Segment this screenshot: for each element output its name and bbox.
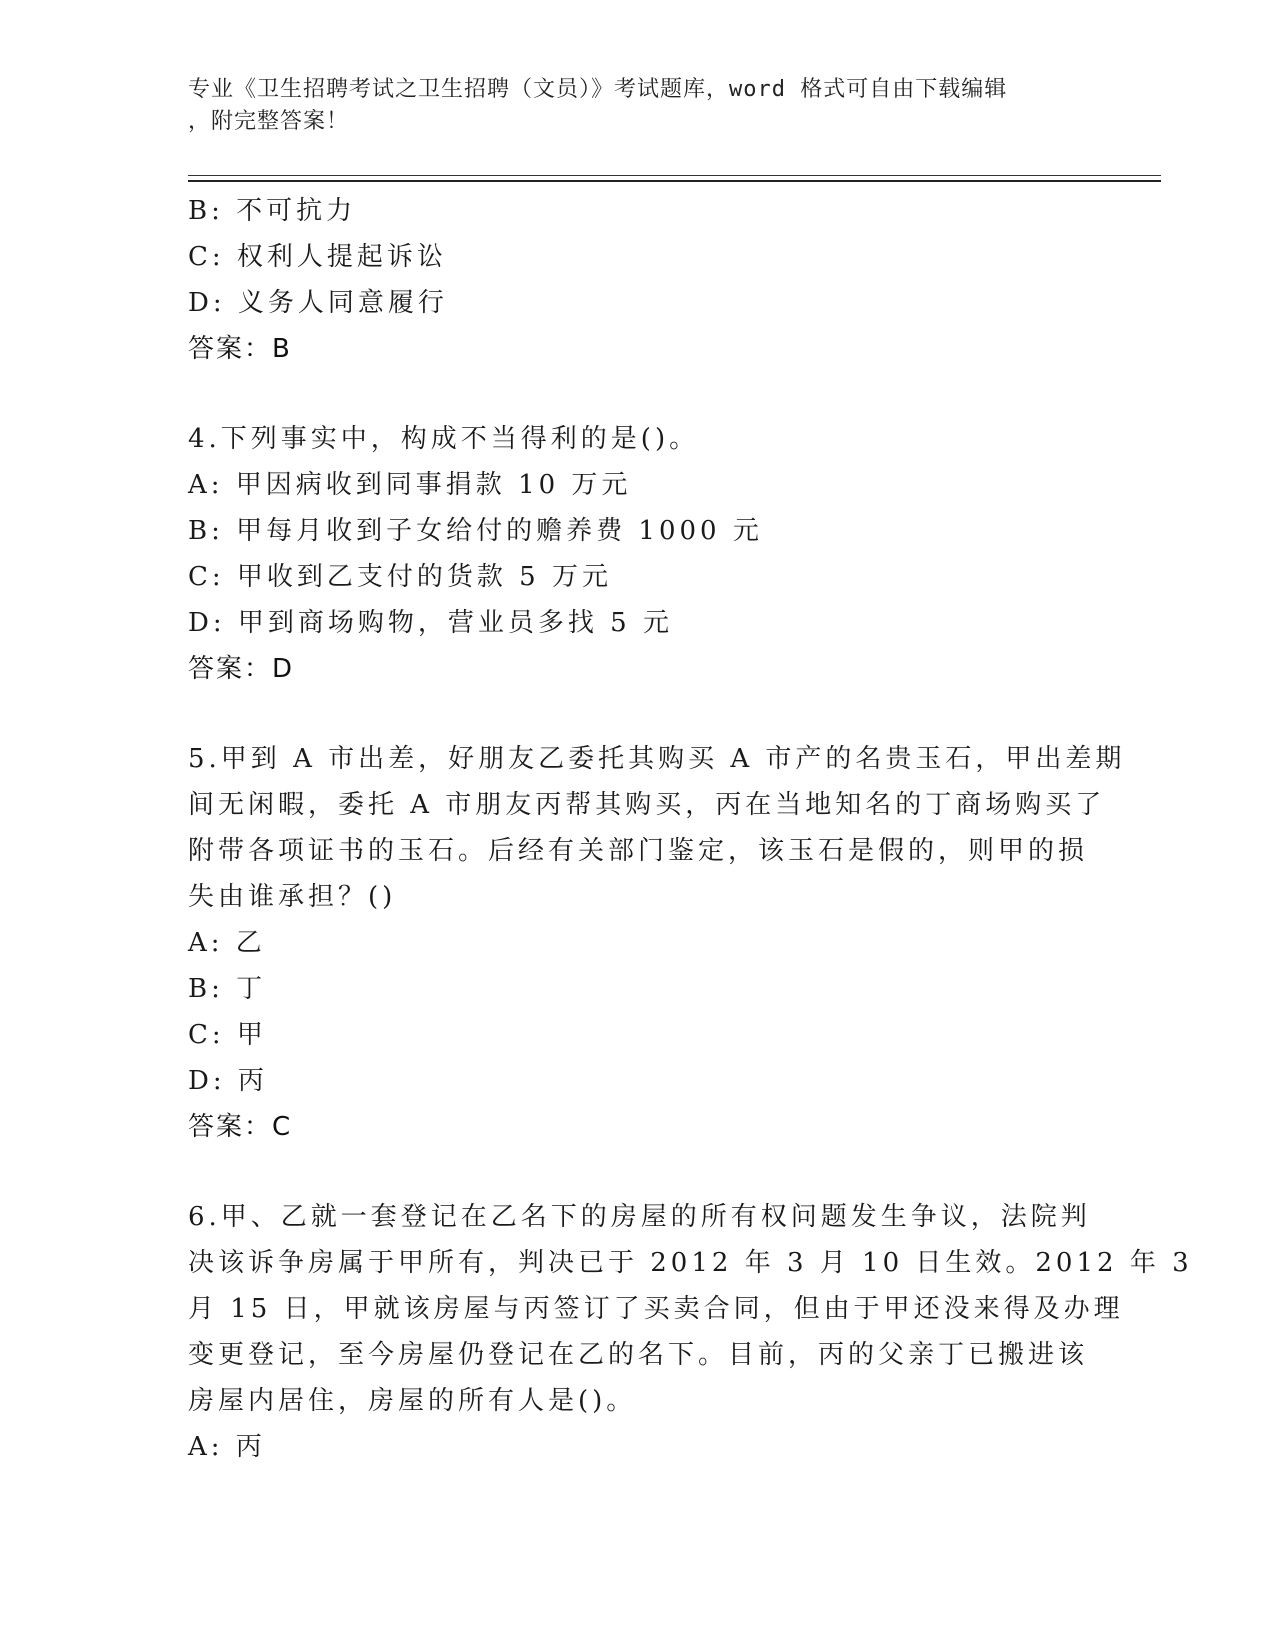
question-5 [188, 736, 1126, 1150]
option-c: C: 权利人提起诉讼 [188, 242, 447, 272]
question-text-line-1: 6.甲、乙就一套登记在乙名下的房屋的所有权问题发生争议，法院判 [188, 1202, 1091, 1232]
question-text-line-1: 5.甲到 A 市出差，好朋友乙委托其购买 A 市产的名贵玉石，甲出差期 [188, 744, 1126, 774]
question-text-line-3: 月 15 日，甲就该房屋与丙签订了买卖合同，但由于甲还没来得及办理 [188, 1294, 1124, 1324]
header-divider-thick [188, 180, 1161, 182]
option-b: B: 不可抗力 [188, 196, 357, 226]
option-a: A: 甲因病收到同事捐款 10 万元 [188, 470, 632, 500]
question-4 [188, 416, 1088, 692]
header-divider-thin [188, 175, 1161, 176]
question-3 [188, 188, 1088, 372]
answer: 答案：C [188, 1112, 293, 1142]
question-text-line-2: 决该诉争房属于甲所有，判决已于 2012 年 3 月 10 日生效。2012 年 3 [188, 1248, 1193, 1278]
question-text-line-4: 失由谁承担？() [188, 882, 397, 912]
question-text: 4.下列事实中，构成不当得利的是()。 [188, 424, 700, 454]
option-b: B: 甲每月收到子女给付的赡养费 1000 元 [188, 516, 763, 546]
spacer [188, 692, 1088, 736]
spacer [188, 372, 1088, 416]
option-c: C: 甲 [188, 1020, 267, 1050]
option-d: D: 义务人同意履行 [188, 288, 448, 318]
option-d: D: 丙 [188, 1066, 268, 1096]
document-header [188, 74, 1068, 138]
spacer [188, 1150, 1088, 1194]
question-6 [188, 1194, 1193, 1470]
question-text-line-2: 间无闲暇，委托 A 市朋友丙帮其购买，丙在当地知名的丁商场购买了 [188, 790, 1106, 820]
question-list [188, 188, 1193, 1470]
option-b: B: 丁 [188, 974, 267, 1004]
question-text-line-4: 变更登记，至今房屋仍登记在乙的名下。目前，丙的父亲丁已搬进该 [188, 1340, 1089, 1370]
answer: 答案：D [188, 654, 295, 684]
question-text-line-5: 房屋内居住，房屋的所有人是()。 [188, 1386, 637, 1416]
option-a: A: 乙 [188, 928, 266, 958]
answer: 答案：B [188, 334, 292, 364]
option-a: A: 丙 [188, 1432, 266, 1462]
header-line-1: 专业《卫生招聘考试之卫生招聘（文员）》考试题库，word 格式可自由下载编辑 [188, 77, 1008, 102]
question-text-line-3: 附带各项证书的玉石。后经有关部门鉴定，该玉石是假的，则甲的损 [188, 836, 1089, 866]
option-c: C: 甲收到乙支付的货款 5 万元 [188, 562, 612, 592]
header-line-2: ，附完整答案！ [188, 109, 350, 134]
option-d: D: 甲到商场购物，营业员多找 5 元 [188, 608, 673, 638]
